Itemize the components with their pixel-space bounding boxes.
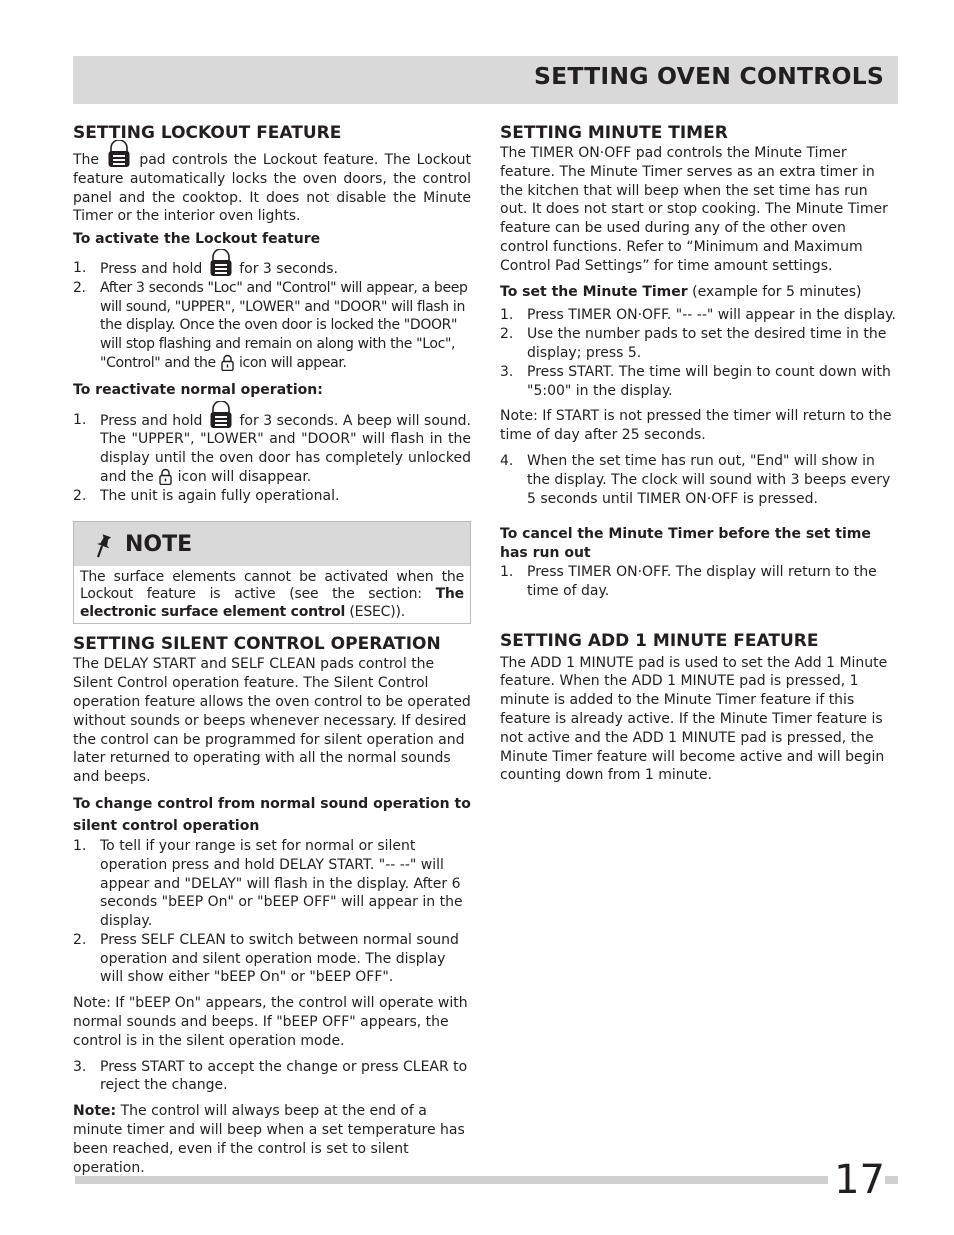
left-column <box>73 118 471 1177</box>
minute-timer-heading: SETTING MINUTE TIMER <box>500 123 728 143</box>
list-item: 2. Use the number pads to set the desired time in the display; press 5. <box>500 326 887 361</box>
padlock-icon <box>159 468 172 485</box>
silent-intro: The DELAY START and SELF CLEAN pads control the Silent Control operation feature. The Silent Control operation feature allows the oven control to be operated without sounds or beeps whenever necessary. If desired the control can be programmed for silent operation and later returned to operating with all the normal sounds and beeps. <box>73 656 471 786</box>
list-item: 2. Press SELF CLEAN to switch between normal sound operation and silent operation mode. The display will show either "bEEP On" or "bEEP OFF". <box>73 931 459 986</box>
minute-timer-intro: The TIMER ON·OFF pad controls the Minute Timer feature. The Minute Timer serves as an extra timer in the kitchen that will beep when the set time has run out. It does not start or stop cooking. The Minute Timer feature can be used during any of the other oven control functions. Refer to “Minimum and Maximum Control Pad Settings” for time amount settings. <box>500 145 888 274</box>
lockout-heading: SETTING LOCKOUT FEATURE <box>73 123 342 143</box>
final-note: Note: The control will always beep at the end of a minute timer and will beep when a set temperature has been reached, even if the control is set to silent operation. <box>73 1103 465 1176</box>
reactivate-steps <box>73 411 471 506</box>
change-heading: To change control from normal sound operation to silent control operation <box>73 795 471 834</box>
cancel-steps <box>500 563 898 601</box>
activate-steps <box>73 259 471 373</box>
list-item: 1. To tell if your range is set for normal or silent operation press and hold DELAY START. "-- --" will appear and "DELAY" will flash in the display. After 6 seconds "bEEP On" or "bEEP OFF" will appear in the display. <box>73 837 463 930</box>
padlock-icon <box>221 354 234 371</box>
lockout-pad-icon <box>209 259 233 277</box>
lockout-intro: The pad controls the Lockout feature. The Lockout feature automatically locks the oven doors, the control panel and the cooktop. It does not disable the Minute Timer or the interior oven lights. <box>73 150 471 226</box>
list-item: 1. Press and hold for 3 seconds. <box>73 259 471 279</box>
list-item: 3. Press START. The time will begin to count down with "5:00" in the display. <box>500 363 891 399</box>
list-item: 2. The unit is again fully operational. <box>73 487 340 504</box>
add-minute-heading: SETTING ADD 1 MINUTE FEATURE <box>500 630 819 651</box>
timer-step-4 <box>500 452 898 508</box>
list-item: 1. Press TIMER ON·OFF. The display will return to the time of day. <box>500 563 877 599</box>
silent-step-3 <box>73 1058 471 1096</box>
note-title: NOTE <box>125 531 193 557</box>
list-item: 4. When the set time has run out, "End" will show in the display. The clock will sound with 3 beeps every 5 seconds until TIMER ON·OFF is pressed. <box>500 452 891 507</box>
lockout-pad-icon <box>209 411 233 429</box>
pushpin-icon <box>91 533 113 565</box>
note-body: The surface elements cannot be activated when the Lockout feature is active (see the section: The electronic surface element control (ESEC)). <box>80 568 464 620</box>
footer-bar <box>75 1176 898 1184</box>
silent-steps <box>73 837 471 987</box>
note-header <box>74 522 470 566</box>
right-column <box>500 118 898 785</box>
cancel-heading: To cancel the Minute Timer before the set time has run out <box>500 526 871 562</box>
list-item: 1. Press and hold for 3 seconds. A beep will sound. The "UPPER", "LOWER" and "DOOR" will flash in the display until the oven door has completely unlocked and the icon will disappear. <box>73 411 471 487</box>
page-title: SETTING OVEN CONTROLS <box>534 62 884 90</box>
list-item: 1. Press TIMER ON·OFF. "-- --" will appear in the display. <box>500 307 896 324</box>
silent-heading: SETTING SILENT CONTROL OPERATION <box>73 634 441 655</box>
timer-steps <box>500 306 898 400</box>
silent-note: Note: If "bEEP On" appears, the control will operate with normal sounds and beeps. If "bEEP OFF" appears, the control is in the silent operation mode. <box>73 995 468 1049</box>
list-item: 3. Press START to accept the change or press CLEAR to reject the change. <box>73 1058 468 1094</box>
header-bar <box>73 56 898 104</box>
set-timer-heading: To set the Minute Timer (example for 5 minutes) <box>500 283 862 300</box>
add-minute-text: The ADD 1 MINUTE pad is used to set the Add 1 Minute feature. When the ADD 1 MINUTE pad is pressed, 1 minute is added to the Minute Timer feature if this feature is already active. If the Minute Timer feature is not active and the ADD 1 MINUTE pad is pressed, the Minute Timer feature will become active and will begin counting down from 1 minute. <box>500 654 888 784</box>
note-box <box>73 521 471 625</box>
list-item: 2. After 3 seconds "Loc" and "Control" will appear, a beep will sound, "UPPER", "LOWER" and "DOOR" will flash in the display. Once the oven door is locked the "DOOR" will stop flashing and remain on along with the "Loc", "Control" and the icon will appear. <box>73 279 468 371</box>
reactivate-heading: To reactivate normal operation: <box>73 381 323 398</box>
timer-note: Note: If START is not pressed the timer will return to the time of day after 25 seconds. <box>500 408 892 444</box>
lockout-pad-icon <box>107 150 131 168</box>
activate-heading: To activate the Lockout feature <box>73 231 321 248</box>
page-number: 17 <box>828 1158 885 1202</box>
